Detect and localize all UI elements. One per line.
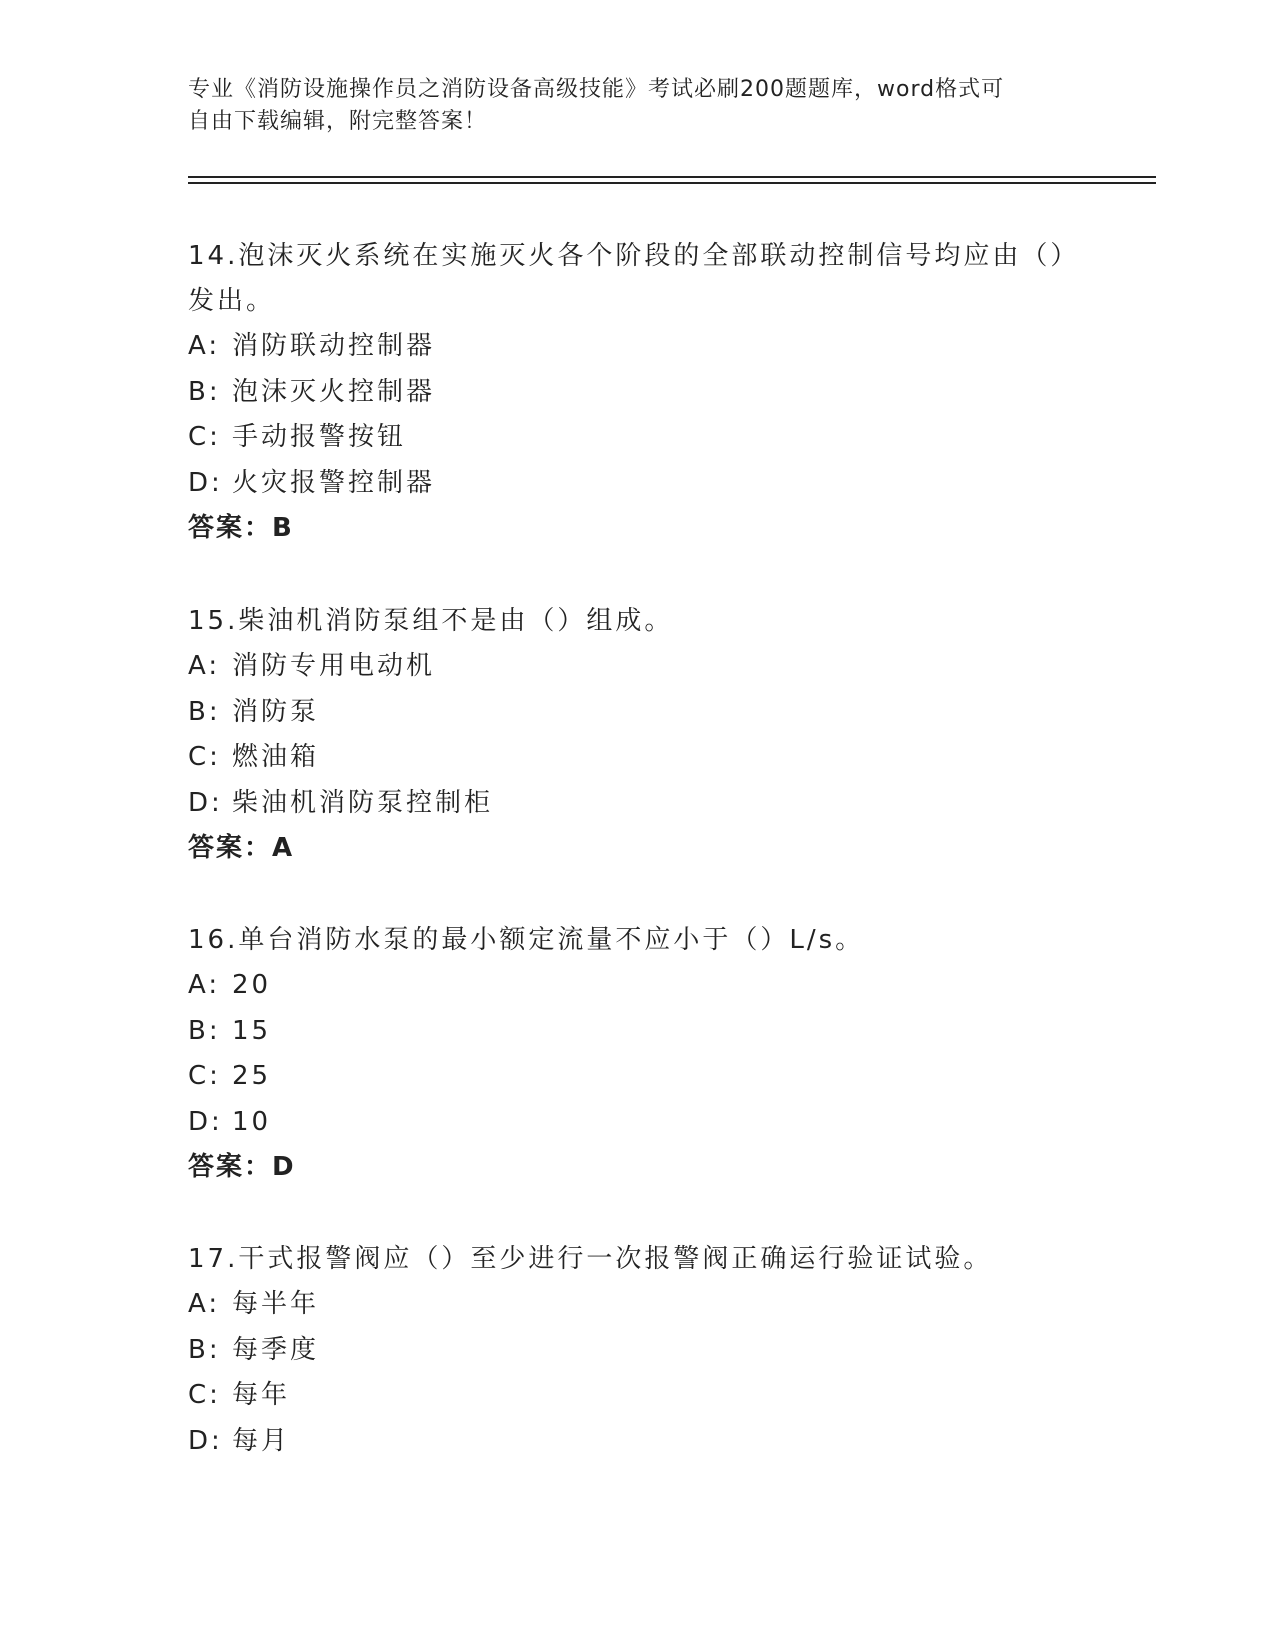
option-c <box>188 735 1088 781</box>
option-text: 消防专用电动机 <box>232 651 436 681</box>
option-b <box>188 370 1088 416</box>
option-text: 每年 <box>232 1380 291 1410</box>
option-text: 消防泵 <box>232 696 320 727</box>
option-d <box>188 1100 1088 1146</box>
document-header <box>188 74 1088 138</box>
question-15 <box>188 599 1088 871</box>
option-letter: A: <box>188 970 221 1000</box>
option-text: 手动报警按钮 <box>232 422 407 452</box>
option-d <box>188 1419 1088 1465</box>
question-stem: 15.柴油机消防泵组不是由（）组成。 <box>188 606 674 636</box>
option-letter: B: <box>188 376 221 407</box>
option-text: 每半年 <box>232 1289 320 1319</box>
option-text: 燃油箱 <box>232 742 320 772</box>
question-stem: 16.单台消防水泵的最小额定流量不应小于（）L/s。 <box>188 925 865 955</box>
option-text: 每季度 <box>232 1334 320 1365</box>
header-divider-top <box>188 176 1156 178</box>
option-a <box>188 644 1088 690</box>
option-a <box>188 963 1088 1009</box>
question-stem: 14.泡沫灭火系统在实施灭火各个阶段的全部联动控制信号均应由（） <box>188 241 1080 271</box>
option-text: 消防联动控制器 <box>232 331 436 361</box>
question-stem-continued: 发出。 <box>188 286 276 316</box>
option-letter: D: <box>188 787 223 818</box>
answer-label: 答案：B <box>188 513 294 543</box>
option-letter: B: <box>188 1015 221 1046</box>
option-letter: D: <box>188 467 223 498</box>
question-14 <box>188 234 1088 551</box>
option-c <box>188 415 1088 461</box>
option-a <box>188 1282 1088 1328</box>
answer-label: 答案：D <box>188 1152 296 1182</box>
option-d <box>188 781 1088 827</box>
question-17 <box>188 1237 1088 1464</box>
option-b <box>188 690 1088 736</box>
option-letter: B: <box>188 1334 221 1365</box>
option-letter: D: <box>188 1106 223 1137</box>
option-letter: A: <box>188 651 221 681</box>
option-text: 20 <box>232 970 272 1000</box>
option-letter: C: <box>188 1380 221 1410</box>
option-text: 泡沫灭火控制器 <box>232 376 436 407</box>
option-text: 25 <box>232 1061 272 1091</box>
option-letter: A: <box>188 331 221 361</box>
option-text: 10 <box>232 1106 272 1137</box>
header-divider-bottom <box>188 182 1156 184</box>
option-c <box>188 1373 1088 1419</box>
option-text: 柴油机消防泵控制柜 <box>232 787 494 818</box>
answer-label: 答案：A <box>188 833 295 863</box>
option-d <box>188 461 1088 507</box>
option-a <box>188 324 1088 370</box>
option-text: 15 <box>232 1015 272 1046</box>
question-stem: 17.干式报警阀应（）至少进行一次报警阀正确运行验证试验。 <box>188 1244 993 1274</box>
option-b <box>188 1328 1088 1374</box>
option-letter: B: <box>188 696 221 727</box>
header-line-1: 专业《消防设施操作员之消防设备高级技能》考试必刷200题题库，word格式可 <box>188 77 1005 102</box>
option-c <box>188 1054 1088 1100</box>
option-letter: C: <box>188 1061 221 1091</box>
option-text: 火灾报警控制器 <box>232 467 436 498</box>
option-text: 每月 <box>232 1425 291 1456</box>
option-letter: C: <box>188 422 221 452</box>
option-letter: C: <box>188 742 221 772</box>
option-letter: D: <box>188 1425 223 1456</box>
option-letter: A: <box>188 1289 221 1319</box>
question-16 <box>188 918 1088 1190</box>
option-b <box>188 1009 1088 1055</box>
header-line-2: 自由下载编辑，附完整答案！ <box>188 109 488 134</box>
